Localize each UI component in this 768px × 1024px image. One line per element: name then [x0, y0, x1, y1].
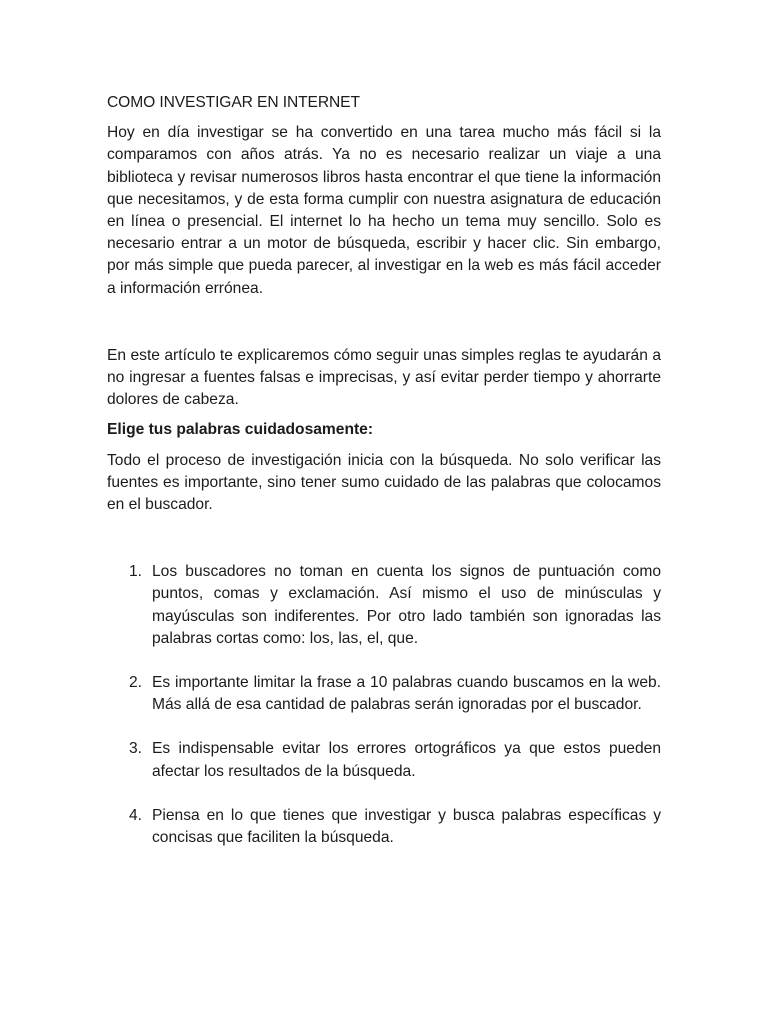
- list-item-number: 1.: [129, 563, 143, 581]
- list-item-number: 3.: [129, 740, 143, 758]
- page-title: COMO INVESTIGAR EN INTERNET: [107, 94, 360, 111]
- list-item: [107, 672, 661, 716]
- list-item-number: 2.: [129, 674, 143, 692]
- list-item-number: 4.: [129, 806, 143, 824]
- list-item-text: Es importante limitar la frase a 10 palabras cuando buscamos en la web. Más allá de esa cantidad de palabras serán ignoradas por el buscador.: [152, 674, 661, 714]
- list-item-text: Piensa en lo que tienes que investigar y busca palabras específicas y concisas que faciliten la búsqueda.: [152, 806, 661, 847]
- article-summary-paragraph: En este artículo te explicaremos cómo seguir unas simples reglas te ayudarán a no ingresar a fuentes falsas e imprecisas, y así evitar perder tiempo y ahorrarte dolores de cabeza.: [107, 346, 661, 409]
- list-item: [107, 805, 661, 849]
- list-item: [107, 561, 661, 650]
- list-item: [107, 738, 661, 782]
- document-page: [107, 92, 661, 871]
- tips-list: [107, 561, 661, 849]
- section-intro-paragraph: Todo el proceso de investigación inicia con la búsqueda. No solo verificar las fuentes es importante, sino tener sumo cuidado de las palabras que colocamos en el buscador.: [107, 451, 661, 514]
- section-heading: Elige tus palabras cuidadosamente:: [107, 421, 374, 439]
- list-item-text: Los buscadores no toman en cuenta los signos de puntuación como puntos, comas y exclamación. Así mismo el uso de minúsculas y mayúsculas son indiferentes. Por otro lado también son ignoradas las palabras cortas como: los, las, el, que.: [152, 563, 661, 647]
- intro-paragraph: Hoy en día investigar se ha convertido en una tarea mucho más fácil si la comparamos con años atrás. Ya no es necesario realizar un viaje a una biblioteca y revisar numerosos libros hasta encontrar el que tiene la información que necesitamos, y de esta forma cumplir con nuestra asignatura de educación en línea o presencial. El internet lo ha hecho un tema muy sencillo. Solo es necesario entrar a un motor de búsqueda, escribir y hacer clic. Sin embargo, por más simple que pueda parecer, al investigar en la web es más fácil acceder a información errónea.: [107, 124, 661, 297]
- list-item-text: Es indispensable evitar los errores ortográficos ya que estos pueden afectar los resultados de la búsqueda.: [152, 740, 661, 780]
